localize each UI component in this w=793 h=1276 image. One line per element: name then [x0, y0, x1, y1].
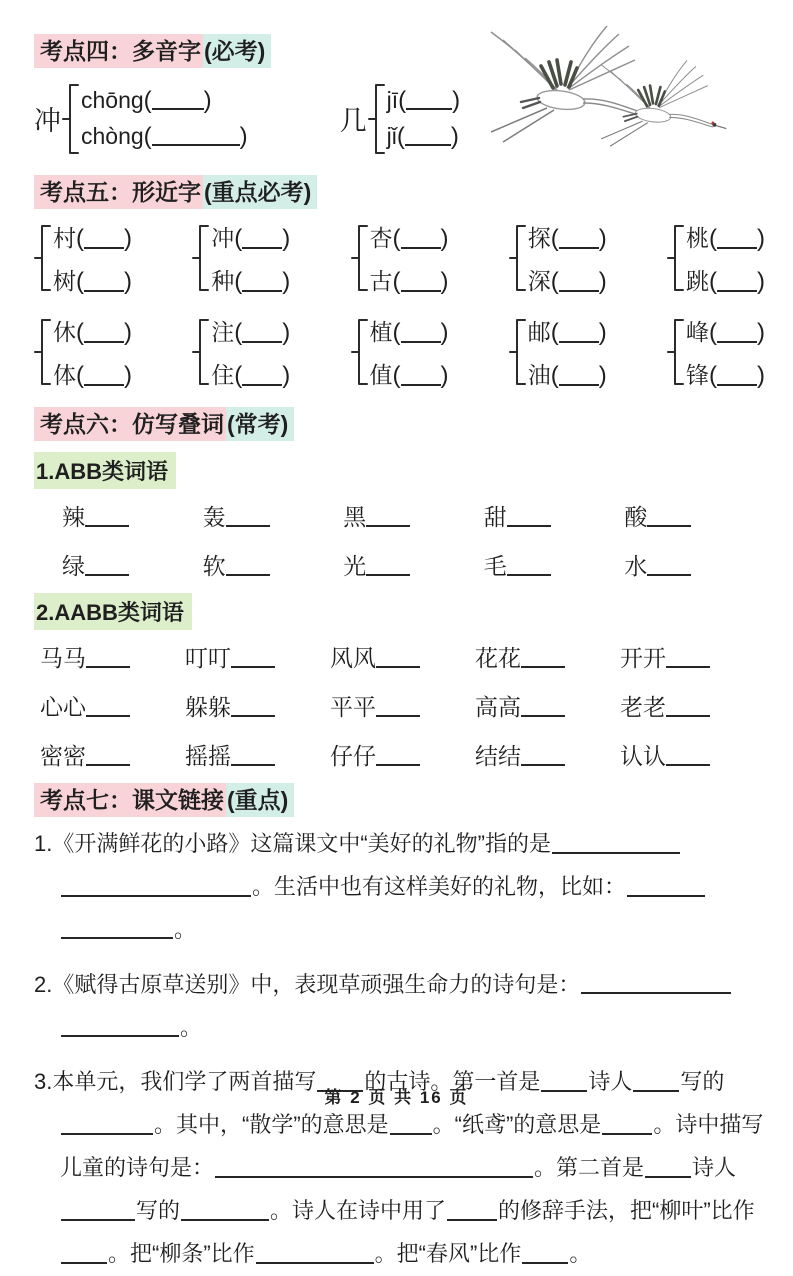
word-item: 绿	[62, 548, 203, 581]
section-polyphones	[34, 34, 765, 161]
paren-close: )	[124, 225, 132, 252]
answer-blank[interactable]	[86, 745, 130, 767]
question-3: 3.本单元，我们学了两首描写 的古诗。第一首是 诗人 写的。其中，“散学”的意思是 。“纸鸢”的意思是 。诗中描写儿童的诗句是： 。第二首是 诗人写的 。诗人在诗中用了 的修辞手法，把“柳叶”比作。把“柳条”比作 。把“春风”比作 。	[34, 1069, 764, 1267]
word-item: 轰	[203, 499, 344, 532]
answer-blank[interactable]	[559, 227, 599, 249]
paren-open: (	[234, 362, 243, 389]
answer-blank[interactable]	[226, 506, 270, 528]
answer-blank[interactable]	[717, 270, 757, 292]
word-item: 叮叮	[185, 640, 330, 673]
pair-char: 住	[211, 362, 235, 388]
pair-char: 种	[211, 268, 235, 294]
answer-blank[interactable]	[627, 876, 705, 897]
pair-char: 桃	[686, 225, 709, 251]
paren-close: )	[757, 362, 765, 389]
paren-open: (	[76, 225, 84, 252]
word-item: 密密	[40, 738, 185, 771]
paren-close: )	[450, 122, 459, 150]
brace-icon	[368, 77, 385, 161]
pair-char: 值	[369, 362, 393, 388]
answer-blank[interactable]	[666, 696, 710, 718]
pair-char: 树	[53, 268, 76, 294]
word-item: 结结	[475, 738, 620, 771]
pair-char: 深	[527, 268, 551, 294]
paren-close: )	[598, 225, 607, 252]
word-item: 仔仔	[330, 738, 475, 771]
paren-close: )	[598, 268, 607, 295]
paren-open: (	[392, 268, 401, 295]
char-pair	[192, 313, 290, 391]
answer-blank[interactable]	[559, 270, 599, 292]
question-2: 2.《赋得古原草送别》中，表现草顽强生命力的诗句是：。	[34, 964, 765, 1050]
paren-open: (	[234, 268, 243, 295]
answer-blank[interactable]	[717, 321, 757, 343]
answer-blank[interactable]	[242, 321, 282, 343]
answer-blank[interactable]	[231, 647, 275, 669]
char-pair	[667, 313, 765, 391]
answer-blank[interactable]	[242, 364, 282, 386]
word-item: 酸	[624, 499, 765, 532]
paren-close: )	[598, 362, 607, 389]
char-pair	[34, 313, 132, 391]
answer-blank[interactable]	[85, 555, 129, 577]
pair-char: 古	[369, 268, 393, 294]
paren-close: )	[757, 268, 765, 295]
pair-char: 注	[211, 319, 235, 345]
pinyin-line	[387, 123, 461, 151]
paren-open: (	[709, 268, 717, 295]
answer-blank[interactable]	[521, 745, 565, 767]
paren-close: )	[757, 319, 765, 346]
paren-close: )	[124, 319, 132, 346]
brace-icon	[351, 313, 368, 391]
answer-blank[interactable]	[401, 270, 441, 292]
answer-blank[interactable]	[242, 227, 282, 249]
answer-blank[interactable]	[666, 647, 710, 669]
paren-open: (	[398, 86, 407, 114]
word-item: 甜	[484, 499, 625, 532]
pinyin-line	[81, 123, 248, 151]
section-title: 考点五：形近字	[34, 175, 203, 209]
answer-blank[interactable]	[376, 745, 420, 767]
pair-char: 休	[53, 319, 76, 345]
brace-icon	[34, 219, 51, 297]
answer-blank[interactable]	[61, 1017, 179, 1038]
answer-blank[interactable]	[84, 270, 124, 292]
answer-blank[interactable]	[215, 1157, 533, 1178]
paren-close: )	[124, 268, 132, 295]
answer-blank[interactable]	[226, 555, 270, 577]
answer-blank[interactable]	[647, 555, 691, 577]
pinyin-line	[81, 87, 248, 115]
answer-blank[interactable]	[447, 1200, 497, 1221]
paren-close: )	[124, 362, 132, 389]
answer-blank[interactable]	[85, 506, 129, 528]
word-item: 高高	[475, 689, 620, 722]
word-item: 认认	[620, 738, 765, 771]
char-pair	[667, 219, 765, 297]
paren-close: )	[282, 268, 291, 295]
char-pair	[509, 219, 607, 297]
section-title: 考点七：课文链接	[34, 783, 226, 817]
paren-open: (	[550, 225, 559, 252]
answer-blank[interactable]	[231, 745, 275, 767]
answer-blank[interactable]	[366, 555, 410, 577]
paren-close: )	[203, 86, 212, 114]
answer-blank[interactable]	[522, 1243, 568, 1264]
word-item: 老老	[620, 689, 765, 722]
polyphone-group-ji	[340, 77, 461, 161]
paren-close: )	[440, 225, 449, 252]
answer-blank[interactable]	[390, 1114, 432, 1135]
pair-char: 油	[527, 362, 551, 388]
polyphone-char: 几	[339, 106, 367, 136]
word-item: 心心	[40, 689, 185, 722]
brace-icon	[192, 313, 209, 391]
paren-close: )	[440, 268, 449, 295]
paren-open: (	[392, 225, 401, 252]
answer-blank[interactable]	[152, 125, 240, 147]
answer-blank[interactable]	[645, 1157, 691, 1178]
answer-blank[interactable]	[521, 647, 565, 669]
answer-blank[interactable]	[521, 696, 565, 718]
answer-blank[interactable]	[84, 364, 124, 386]
pair-char: 峰	[686, 319, 709, 345]
paren-open: (	[709, 225, 717, 252]
brace-icon	[509, 219, 526, 297]
pinyin: chōng	[81, 86, 144, 113]
answer-blank[interactable]	[256, 1243, 374, 1264]
brace-icon	[667, 219, 684, 297]
paren-open: (	[550, 362, 559, 389]
section-title: 考点六：仿写叠词	[34, 407, 226, 441]
paren-close: )	[239, 122, 248, 150]
paren-open: (	[76, 362, 84, 389]
pair-char: 锋	[686, 362, 709, 388]
section-title: 考点四：多音字	[34, 34, 203, 68]
brace-icon	[62, 77, 79, 161]
word-item: 黑	[343, 499, 484, 532]
abb-grid	[34, 499, 765, 581]
paren-open: (	[392, 362, 401, 389]
answer-blank[interactable]	[376, 696, 420, 718]
pair-char: 体	[53, 362, 76, 388]
aabb-grid	[34, 640, 765, 771]
answer-blank[interactable]	[366, 506, 410, 528]
pair-char: 冲	[211, 225, 235, 251]
word-item: 毛	[484, 548, 625, 581]
answer-blank[interactable]	[647, 506, 691, 528]
pinyin: chòng	[81, 122, 144, 149]
answer-blank[interactable]	[507, 555, 551, 577]
answer-blank[interactable]	[666, 745, 710, 767]
paren-close: )	[452, 86, 461, 114]
char-pair	[351, 313, 449, 391]
paren-open: (	[76, 268, 84, 295]
brace-icon	[34, 313, 51, 391]
answer-blank[interactable]	[559, 321, 599, 343]
answer-blank[interactable]	[717, 227, 757, 249]
word-item: 躲躲	[185, 689, 330, 722]
word-item: 摇摇	[185, 738, 330, 771]
answer-blank[interactable]	[552, 833, 680, 854]
section-tag: (重点)	[226, 783, 294, 817]
char-pair	[34, 219, 132, 297]
section-header-6	[34, 407, 765, 442]
paren-close: )	[757, 225, 765, 252]
pairs-row-1	[34, 219, 765, 297]
flying-cranes-icon	[461, 20, 771, 170]
brace-icon	[192, 219, 209, 297]
word-item: 花花	[475, 640, 620, 673]
pinyin-line	[387, 87, 461, 115]
pair-char: 村	[53, 225, 76, 251]
answer-blank[interactable]	[61, 876, 251, 897]
paren-open: (	[550, 319, 559, 346]
answer-blank[interactable]	[86, 696, 130, 718]
answer-blank[interactable]	[405, 125, 451, 147]
answer-blank[interactable]	[84, 227, 124, 249]
paren-open: (	[234, 225, 243, 252]
char-pair	[509, 313, 607, 391]
pairs-row-2	[34, 313, 765, 391]
paren-open: (	[709, 319, 717, 346]
aabb-label: 2.AABB类词语	[34, 593, 765, 630]
answer-blank[interactable]	[152, 89, 204, 111]
word-item: 开开	[620, 640, 765, 673]
section-tag: (重点必考)	[203, 175, 317, 209]
brace-icon	[351, 219, 368, 297]
brace-icon	[667, 313, 684, 391]
paren-close: )	[282, 225, 291, 252]
paren-open: (	[76, 319, 84, 346]
section-tag: (必考)	[203, 34, 271, 68]
paren-close: )	[440, 362, 449, 389]
answer-blank[interactable]	[231, 696, 275, 718]
word-item: 软	[203, 548, 344, 581]
answer-blank[interactable]	[61, 1200, 135, 1221]
word-item: 辣	[62, 499, 203, 532]
char-pair	[192, 219, 290, 297]
brace-icon	[509, 313, 526, 391]
paren-close: )	[282, 362, 291, 389]
word-item: 平平	[330, 689, 475, 722]
answer-blank[interactable]	[61, 919, 173, 940]
answer-blank[interactable]	[86, 647, 130, 669]
word-item: 马马	[40, 640, 185, 673]
answer-blank[interactable]	[559, 364, 599, 386]
word-item: 光	[343, 548, 484, 581]
answer-blank[interactable]	[242, 270, 282, 292]
paren-open: (	[234, 319, 243, 346]
page-number: 第 2 页 共 16 页	[324, 1088, 469, 1107]
pair-char: 邮	[527, 319, 551, 345]
answer-blank[interactable]	[401, 227, 441, 249]
word-item: 水	[624, 548, 765, 581]
answer-blank[interactable]	[717, 364, 757, 386]
section-header-7	[34, 783, 765, 818]
abb-label: 1.ABB类词语	[34, 452, 765, 489]
paren-close: )	[440, 319, 449, 346]
question-1: 1.《开满鲜花的小路》这篇课文中“美好的礼物”指的是。生活中也有这样美好的礼物，比如：。	[34, 823, 765, 952]
answer-blank[interactable]	[602, 1114, 652, 1135]
answer-blank[interactable]	[61, 1114, 153, 1135]
answer-blank[interactable]	[581, 974, 731, 995]
pair-char: 探	[527, 225, 551, 251]
paren-close: )	[598, 319, 607, 346]
polyphone-char: 冲	[34, 106, 61, 136]
pair-char: 植	[369, 319, 393, 345]
answer-blank[interactable]	[181, 1200, 269, 1221]
polyphone-group-chong	[34, 77, 248, 161]
paren-open: (	[396, 122, 405, 150]
answer-blank[interactable]	[376, 647, 420, 669]
paren-open: (	[143, 122, 152, 150]
paren-open: (	[550, 268, 559, 295]
answer-blank[interactable]	[61, 1243, 107, 1264]
paren-open: (	[392, 319, 401, 346]
section-header-5	[34, 175, 765, 210]
answer-blank[interactable]	[406, 89, 452, 111]
paren-open: (	[143, 86, 152, 114]
paren-open: (	[709, 362, 717, 389]
pair-char: 跳	[686, 268, 709, 294]
section-tag: (常考)	[226, 407, 294, 441]
word-item: 风风	[330, 640, 475, 673]
paren-close: )	[282, 319, 291, 346]
pinyin: jǐ	[386, 122, 397, 149]
answer-blank[interactable]	[84, 321, 124, 343]
answer-blank[interactable]	[401, 321, 441, 343]
answer-blank[interactable]	[401, 364, 441, 386]
char-pair	[351, 219, 449, 297]
answer-blank[interactable]	[507, 506, 551, 528]
pair-char: 杏	[369, 225, 393, 251]
pinyin: jī	[386, 86, 399, 113]
